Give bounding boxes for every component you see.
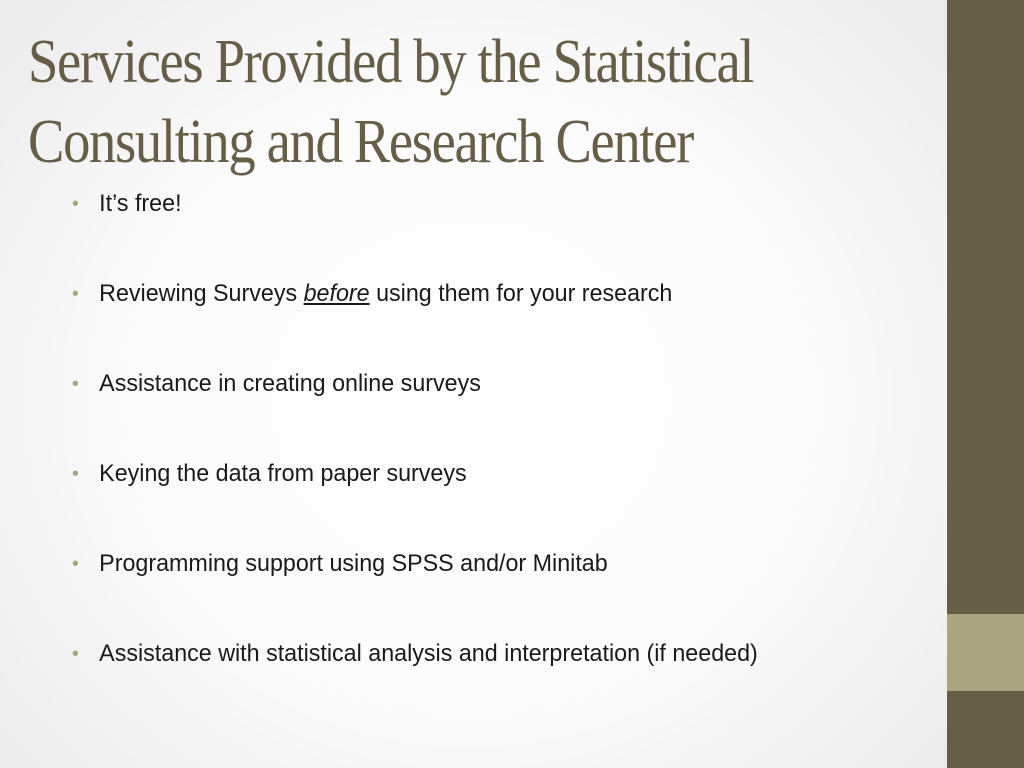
bullet-text: Assistance in creating online surveys <box>99 370 481 397</box>
title-line-1: Services Provided by the Statistical <box>28 28 754 96</box>
bullet-text-post: using them for your research <box>369 280 673 307</box>
bullet-list <box>72 186 832 672</box>
bullet-item-reviewing-surveys <box>72 276 809 312</box>
bullet-item-programming-support <box>72 546 809 582</box>
bullet-text: Keying the data from paper surveys <box>99 460 467 487</box>
bullet-text: Programming support using SPSS and/or Minitab <box>99 550 608 577</box>
decorative-accent-block <box>947 614 1024 691</box>
bullet-dot-icon: • <box>72 193 79 215</box>
bullet-dot-icon: • <box>72 283 79 305</box>
bullet-dot-icon: • <box>72 463 79 485</box>
bullet-item-statistical-analysis <box>72 636 809 672</box>
bullet-text-emphasis: before <box>303 280 370 307</box>
bullet-item-keying-data <box>72 456 809 492</box>
bullet-dot-icon: • <box>72 643 79 665</box>
bullet-item-free <box>72 186 809 222</box>
title-line-2: Consulting and Research Center <box>28 108 693 176</box>
slide-title <box>28 22 873 182</box>
bullet-text: It’s free! <box>99 190 182 217</box>
bullet-item-online-surveys <box>72 366 809 402</box>
bullet-text-pre: Reviewing Surveys <box>99 280 304 307</box>
bullet-text: Assistance with statistical analysis and interpretation (if needed) <box>99 640 758 667</box>
bullet-dot-icon: • <box>72 553 79 575</box>
bullet-dot-icon: • <box>72 373 79 395</box>
